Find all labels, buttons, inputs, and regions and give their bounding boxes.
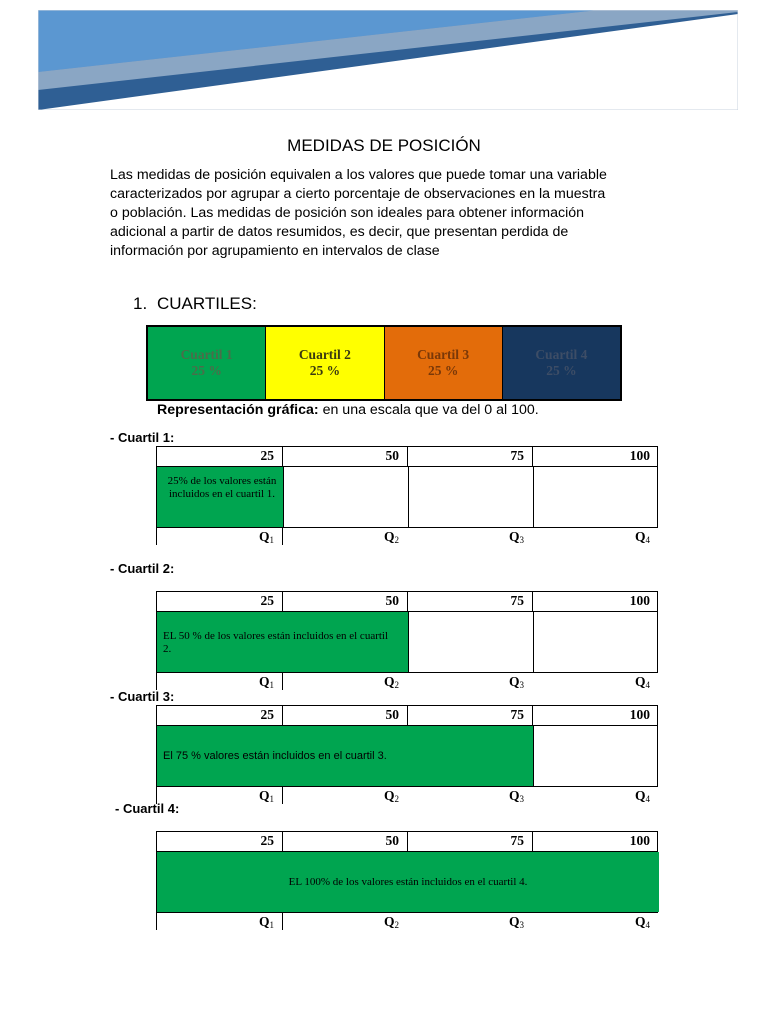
scale-value: 50 — [385, 448, 399, 463]
scale-divider — [533, 726, 534, 786]
quartile-marker-sub: 1 — [269, 920, 274, 930]
quartile-marker: $Q_1$ — [258, 529, 274, 545]
quartile-cell — [148, 327, 266, 399]
intro-line: Las medidas de posición equivalen a los valores que puede tomar una variable — [110, 167, 607, 183]
quartile-marker-sub: 2 — [394, 794, 399, 804]
scale-divider — [282, 528, 283, 545]
quartile-marker: $Q_3$ — [508, 674, 524, 690]
quartile-cell — [385, 327, 503, 399]
scale-divider — [407, 592, 408, 611]
scale-divider — [532, 447, 533, 466]
scale-divider — [533, 612, 534, 672]
cuartil-label: - Cuartil 2: — [110, 561, 175, 576]
quartile-diagram — [156, 591, 658, 690]
quartile-marker-sub: 4 — [645, 794, 650, 804]
scale-divider — [282, 673, 283, 690]
quartile-marker: $Q_4$ — [634, 788, 650, 804]
quartile-marker-sub: 3 — [519, 535, 524, 545]
scale-header — [156, 446, 658, 466]
quartile-marker-sub: 2 — [394, 535, 399, 545]
scale-divider — [156, 528, 157, 545]
scale-divider — [408, 467, 409, 527]
quartile-marker: $Q_1$ — [258, 788, 274, 804]
scale-divider — [657, 832, 658, 851]
quartile-marker: $Q_2$ — [383, 788, 399, 804]
scale-divider — [657, 706, 658, 725]
intro-line: información por agrupamiento en intervalos de clase — [110, 243, 440, 259]
scale-header — [156, 705, 658, 725]
quartile-marker-sub: 2 — [394, 920, 399, 930]
scale-divider — [156, 913, 157, 930]
scale-divider — [282, 832, 283, 851]
quartile-diagram — [156, 446, 658, 545]
quartile-name: Cuartil 4 — [535, 347, 588, 362]
scale-value: 75 — [510, 833, 524, 848]
section-number: 1. — [133, 294, 148, 313]
quartile-marker: $Q_1$ — [258, 914, 274, 930]
scale-divider — [407, 447, 408, 466]
quartile-footer — [156, 913, 658, 930]
quartile-diagram — [156, 831, 658, 930]
coverage-text: EL 100% de los valores están incluidos en el cuartil 4. — [288, 876, 528, 888]
quartile-marker-sub: 1 — [269, 535, 274, 545]
quartile-marker-sub: 1 — [269, 680, 274, 690]
quartile-marker: $Q_1$ — [258, 674, 274, 690]
cuartil-label: - Cuartil 3: — [110, 689, 175, 704]
quartile-name: Cuartil 1 — [180, 347, 233, 362]
scale-value: 75 — [510, 593, 524, 608]
scale-body — [156, 466, 658, 528]
quartile-marker-sub: 1 — [269, 794, 274, 804]
scale-value: 75 — [510, 448, 524, 463]
scale-divider — [156, 706, 157, 725]
scale-body — [156, 851, 658, 913]
intro-line: o población. Las medidas de posición son ideales para obtener información — [110, 205, 585, 221]
quartile-pct: 25 % — [309, 363, 341, 378]
intro-line: adicional a partir de datos resumidos, es decir, que presentan perdida de — [110, 224, 569, 240]
quartile-name: Cuartil 3 — [417, 347, 470, 362]
quartile-cell — [266, 327, 384, 399]
representation-rest: en una escala que va del 0 al 100. — [318, 402, 539, 418]
scale-divider — [407, 706, 408, 725]
quartile-marker: $Q_4$ — [634, 674, 650, 690]
quartile-pct: 25 % — [191, 363, 222, 378]
quartile-marker-sub: 4 — [645, 920, 650, 930]
scale-value: 50 — [385, 833, 399, 848]
section-heading — [133, 294, 257, 314]
quartile-marker-sub: 2 — [394, 680, 399, 690]
intro-line: caracterizados por agrupar a cierto porcentaje de observaciones en la muestra — [110, 186, 606, 202]
quartile-pct: 25 % — [427, 363, 459, 378]
coverage-text: EL 50 % de los valores están incluidos en el cuartil 2. — [163, 630, 389, 655]
quartile-footer — [156, 528, 658, 545]
quartile-marker: $Q_2$ — [383, 914, 399, 930]
coverage-text: El 75 % valores están incluidos en el cuartil 3. — [163, 750, 387, 762]
scale-header — [156, 831, 658, 851]
quartile-marker-sub: 3 — [519, 920, 524, 930]
scale-divider — [282, 447, 283, 466]
scale-header — [156, 591, 658, 611]
quartile-marker-sub: 4 — [645, 680, 650, 690]
quartile-name: Cuartil 2 — [298, 347, 351, 362]
coverage-text: 25% de los valores están incluidos en el cuartil 1. — [167, 475, 277, 500]
scale-divider — [283, 467, 284, 527]
scale-divider — [407, 832, 408, 851]
quartile-diagram — [156, 705, 658, 804]
scale-value: 50 — [385, 593, 399, 608]
cuartil-label: - Cuartil 4: — [115, 801, 180, 816]
quartile-marker: $Q_3$ — [508, 529, 524, 545]
scale-divider — [532, 706, 533, 725]
scale-divider — [156, 832, 157, 851]
scale-divider — [532, 592, 533, 611]
quartile-marker: $Q_4$ — [634, 914, 650, 930]
cuartil-label: - Cuartil 1: — [110, 430, 175, 445]
quartile-marker-sub: 3 — [519, 680, 524, 690]
quartile-marker: $Q_3$ — [508, 788, 524, 804]
scale-value: 75 — [510, 707, 524, 722]
scale-value: 50 — [385, 707, 399, 722]
scale-value: 25 — [260, 593, 274, 608]
intro-paragraph — [110, 166, 658, 261]
quartile-footer — [156, 787, 658, 804]
scale-divider — [156, 592, 157, 611]
scale-divider — [282, 706, 283, 725]
quartile-marker: $Q_2$ — [383, 674, 399, 690]
quartile-pct: 25 % — [546, 363, 577, 378]
scale-divider — [156, 447, 157, 466]
quartile-marker: $Q_4$ — [634, 529, 650, 545]
representation-text — [157, 402, 539, 418]
scale-value: 100 — [629, 707, 650, 722]
scale-divider — [282, 787, 283, 804]
scale-value: 100 — [629, 593, 650, 608]
scale-divider — [408, 612, 409, 672]
header-banner — [38, 10, 738, 110]
scale-divider — [532, 832, 533, 851]
scale-divider — [657, 447, 658, 466]
scale-body — [156, 725, 658, 787]
scale-divider — [282, 592, 283, 611]
scale-value: 25 — [260, 707, 274, 722]
scale-value: 25 — [260, 448, 274, 463]
scale-divider — [533, 467, 534, 527]
scale-value: 100 — [629, 448, 650, 463]
scale-value: 100 — [629, 833, 650, 848]
page-title: MEDIDAS DE POSICIÓN — [287, 136, 481, 155]
quartile-marker-sub: 4 — [645, 535, 650, 545]
scale-value: 25 — [260, 833, 274, 848]
scale-body — [156, 611, 658, 673]
scale-divider — [657, 592, 658, 611]
section-title: CUARTILES: — [157, 294, 257, 313]
quartile-marker: $Q_2$ — [383, 529, 399, 545]
quartile-marker: $Q_3$ — [508, 914, 524, 930]
quartile-marker-sub: 3 — [519, 794, 524, 804]
representation-bold: Representación gráfica: — [157, 402, 319, 418]
quartile-bar — [146, 325, 622, 401]
scale-divider — [282, 913, 283, 930]
scale-divider — [156, 673, 157, 690]
quartile-footer — [156, 673, 658, 690]
quartile-cell — [503, 327, 620, 399]
